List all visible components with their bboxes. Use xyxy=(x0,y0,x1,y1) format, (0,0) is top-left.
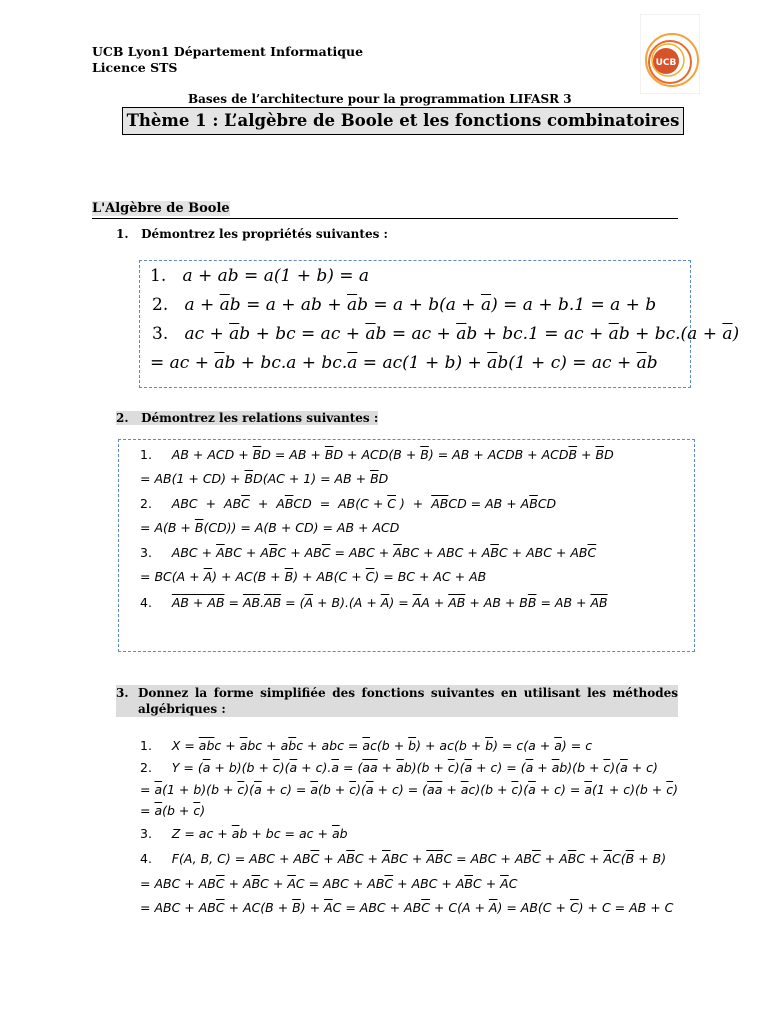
question-2-number: 2. xyxy=(116,411,129,425)
q1-eq3: 3. ac + $\overline{a}b$ + bc = ac + $\overline{a}b$ = ac + $\overline{a}b + bc.1$ = ac + $\overline{a}b + bc.(a + \overline{a})$ xyxy=(152,324,740,344)
q1-eq1: 1. a + ab = a(1 + b) = a xyxy=(150,266,370,286)
q1-eq2: 2. $a + \overline{a}b = a$ + ab + $\overline{a}b = a + b(a + \overline{a}) = a + b.1 = a + b$ xyxy=(152,295,657,315)
q2-eq2: = $AB(1 + CD) + \overline{B}D(AC + 1)$ = AB + $\overline{B}D$ xyxy=(140,471,389,486)
question-2 xyxy=(116,411,378,425)
theme-title: Thème 1 : L’algèbre de Boole et les fonctions combinatoires xyxy=(122,107,684,135)
question-2-text: Démontrez les relations suivantes : xyxy=(141,411,379,425)
question-1 xyxy=(116,227,388,241)
question-3-text: Donnez la forme simplifiée des fonctions suivantes en utilisant les méthodes algébriques : xyxy=(138,686,678,716)
q3-eq7: = ABC + $AB\overline{C} + A\overline{B}C + \overline{A}C$ = ABC + $AB\overline{C}$ + ABC + $A\overline{B}C + \overline{A}C$ xyxy=(140,876,518,891)
q3-eq6: 4. F(A, B, C) = ABC + $AB\overline{C} + A\overline{B}C + \overline{A}BC + \overline{A}\overline{B}C$ = ABC + $AB\overline{C} + A\overline{B}C + \overline{A}C(\overline{B} + B)$ xyxy=(140,851,667,866)
q3-eq4: = $\overline{a}(b + \overline{c})$ xyxy=(140,803,206,818)
program-label: Licence STS xyxy=(92,60,178,75)
ucb-logo xyxy=(640,14,700,94)
q2-eq7: 4. AB + AB = $AB.AB = (\overline{A} + B).(A + \overline{A}) = \overline{A}A + \overline{AB}$ + AB + $B\overline{B}$ = AB + $\overline{AB}$ xyxy=(140,595,608,610)
q3-eq1: 1. $X = \overline{a}\overline{b}c + \overline{a}bc + a\overline{b}c$ + abc = $\overline{a}c(b + \overline{b}) + ac(b + \overline{b}) = c(a + \overline{a}) = c$ xyxy=(140,738,593,753)
q3-eq5-num: 3. xyxy=(140,826,152,841)
q1-eq1-num: 1. xyxy=(150,266,167,286)
q3-eq2-num: 2. xyxy=(140,760,152,775)
section-heading xyxy=(92,201,678,219)
question-3 xyxy=(116,685,678,717)
q3-eq5: 3. Z = ac + $\overline{a}b$ + bc = ac + $\overline{a}b$ xyxy=(140,826,348,841)
q1-eq3-num: 3. xyxy=(152,324,169,344)
course-title: Bases de l’architecture pour la programmation LIFASR 3 xyxy=(188,92,572,106)
question-1-text: Démontrez les propriétés suivantes : xyxy=(141,227,388,241)
logo-text: UCB xyxy=(655,58,677,68)
q3-eq1-num: 1. xyxy=(140,738,152,753)
q3-eq2: 2. $Y = (\overline{a} + b)(b + \overline{c})(\overline{a} + c).\overline{a} = (\overline{a}\overline{a} + \overline{a}b)(b + \overline{c})(\overline{a} + c) = (\overline{a} + \overline{a}b)(b + \overline{c})(\overline{a} + c)$ xyxy=(140,760,658,775)
q2-eq5-num: 3. xyxy=(140,545,152,560)
q2-eq4: = $A(B + \overline{B}(CD)) = A(B + CD)$ = AB + ACD xyxy=(140,520,400,535)
q2-eq5: 3. ABC + $\overline{A}BC + A\overline{B}C + AB\overline{C}$ = ABC + $\overline{A}BC$ + ABC + $A\overline{B}C$ + ABC + $AB\overline{C}$ xyxy=(140,545,597,560)
q2-eq1-num: 1. xyxy=(140,447,152,462)
q3-eq3: = $\overline{a}(1 + b)(b + \overline{c})(\overline{a} + c) = \overline{a}(b + \overline{c})(\overline{a} + c) = (\overline{a}\overline{a} + \overline{a}c)(b + \overline{c})(\overline{a} + c) = \overline{a}(1 + c)(b + \overline{c})$ xyxy=(140,782,679,797)
question-3-number: 3. xyxy=(116,685,138,717)
q3-eq8: = ABC + $AB\overline{C} + AC(B + \overline{B}) + \overline{A}C$ = ABC + $AB\overline{C} + C(A + \overline{A}) = AB(C + \overline{C}) + C$ = AB + C xyxy=(140,900,674,915)
question-1-number: 1. xyxy=(116,227,129,241)
q3-eq6-num: 4. xyxy=(140,851,152,866)
department-label: UCB Lyon1 Département Informatique xyxy=(92,44,364,59)
q2-eq7-num: 4. xyxy=(140,595,152,610)
q2-eq1: 1. AB + ACD + $\overline{B}D$ = AB + $\overline{B}D + ACD(B + \overline{B})$ = AB + ACDB + $ACD\overline{B} + \overline{B}D$ xyxy=(140,447,614,462)
q1-eq2-num: 2. xyxy=(152,295,169,315)
section-title: L'Algèbre de Boole xyxy=(92,201,230,216)
q2-eq3-num: 2. xyxy=(140,496,152,511)
q2-eq3: 2. ABC + $AB\overline{C} + A\overline{B}CD = AB(C + \overline{C}$ ) + $\overline{AB}CD$ = AB + $A\overline{B}CD$ xyxy=(140,496,557,511)
q1-eq4: = ac + $\overline{a}b + bc.a + bc.\overline{a} = ac(1 + b) + \overline{a}b(1 + c)$ = ac + $\overline{a}b$ xyxy=(150,353,658,373)
q2-eq6: = $BC(A + \overline{A}) + AC(B + \overline{B}) + AB(C + \overline{C})$ = BC + AC + AB xyxy=(140,569,487,584)
